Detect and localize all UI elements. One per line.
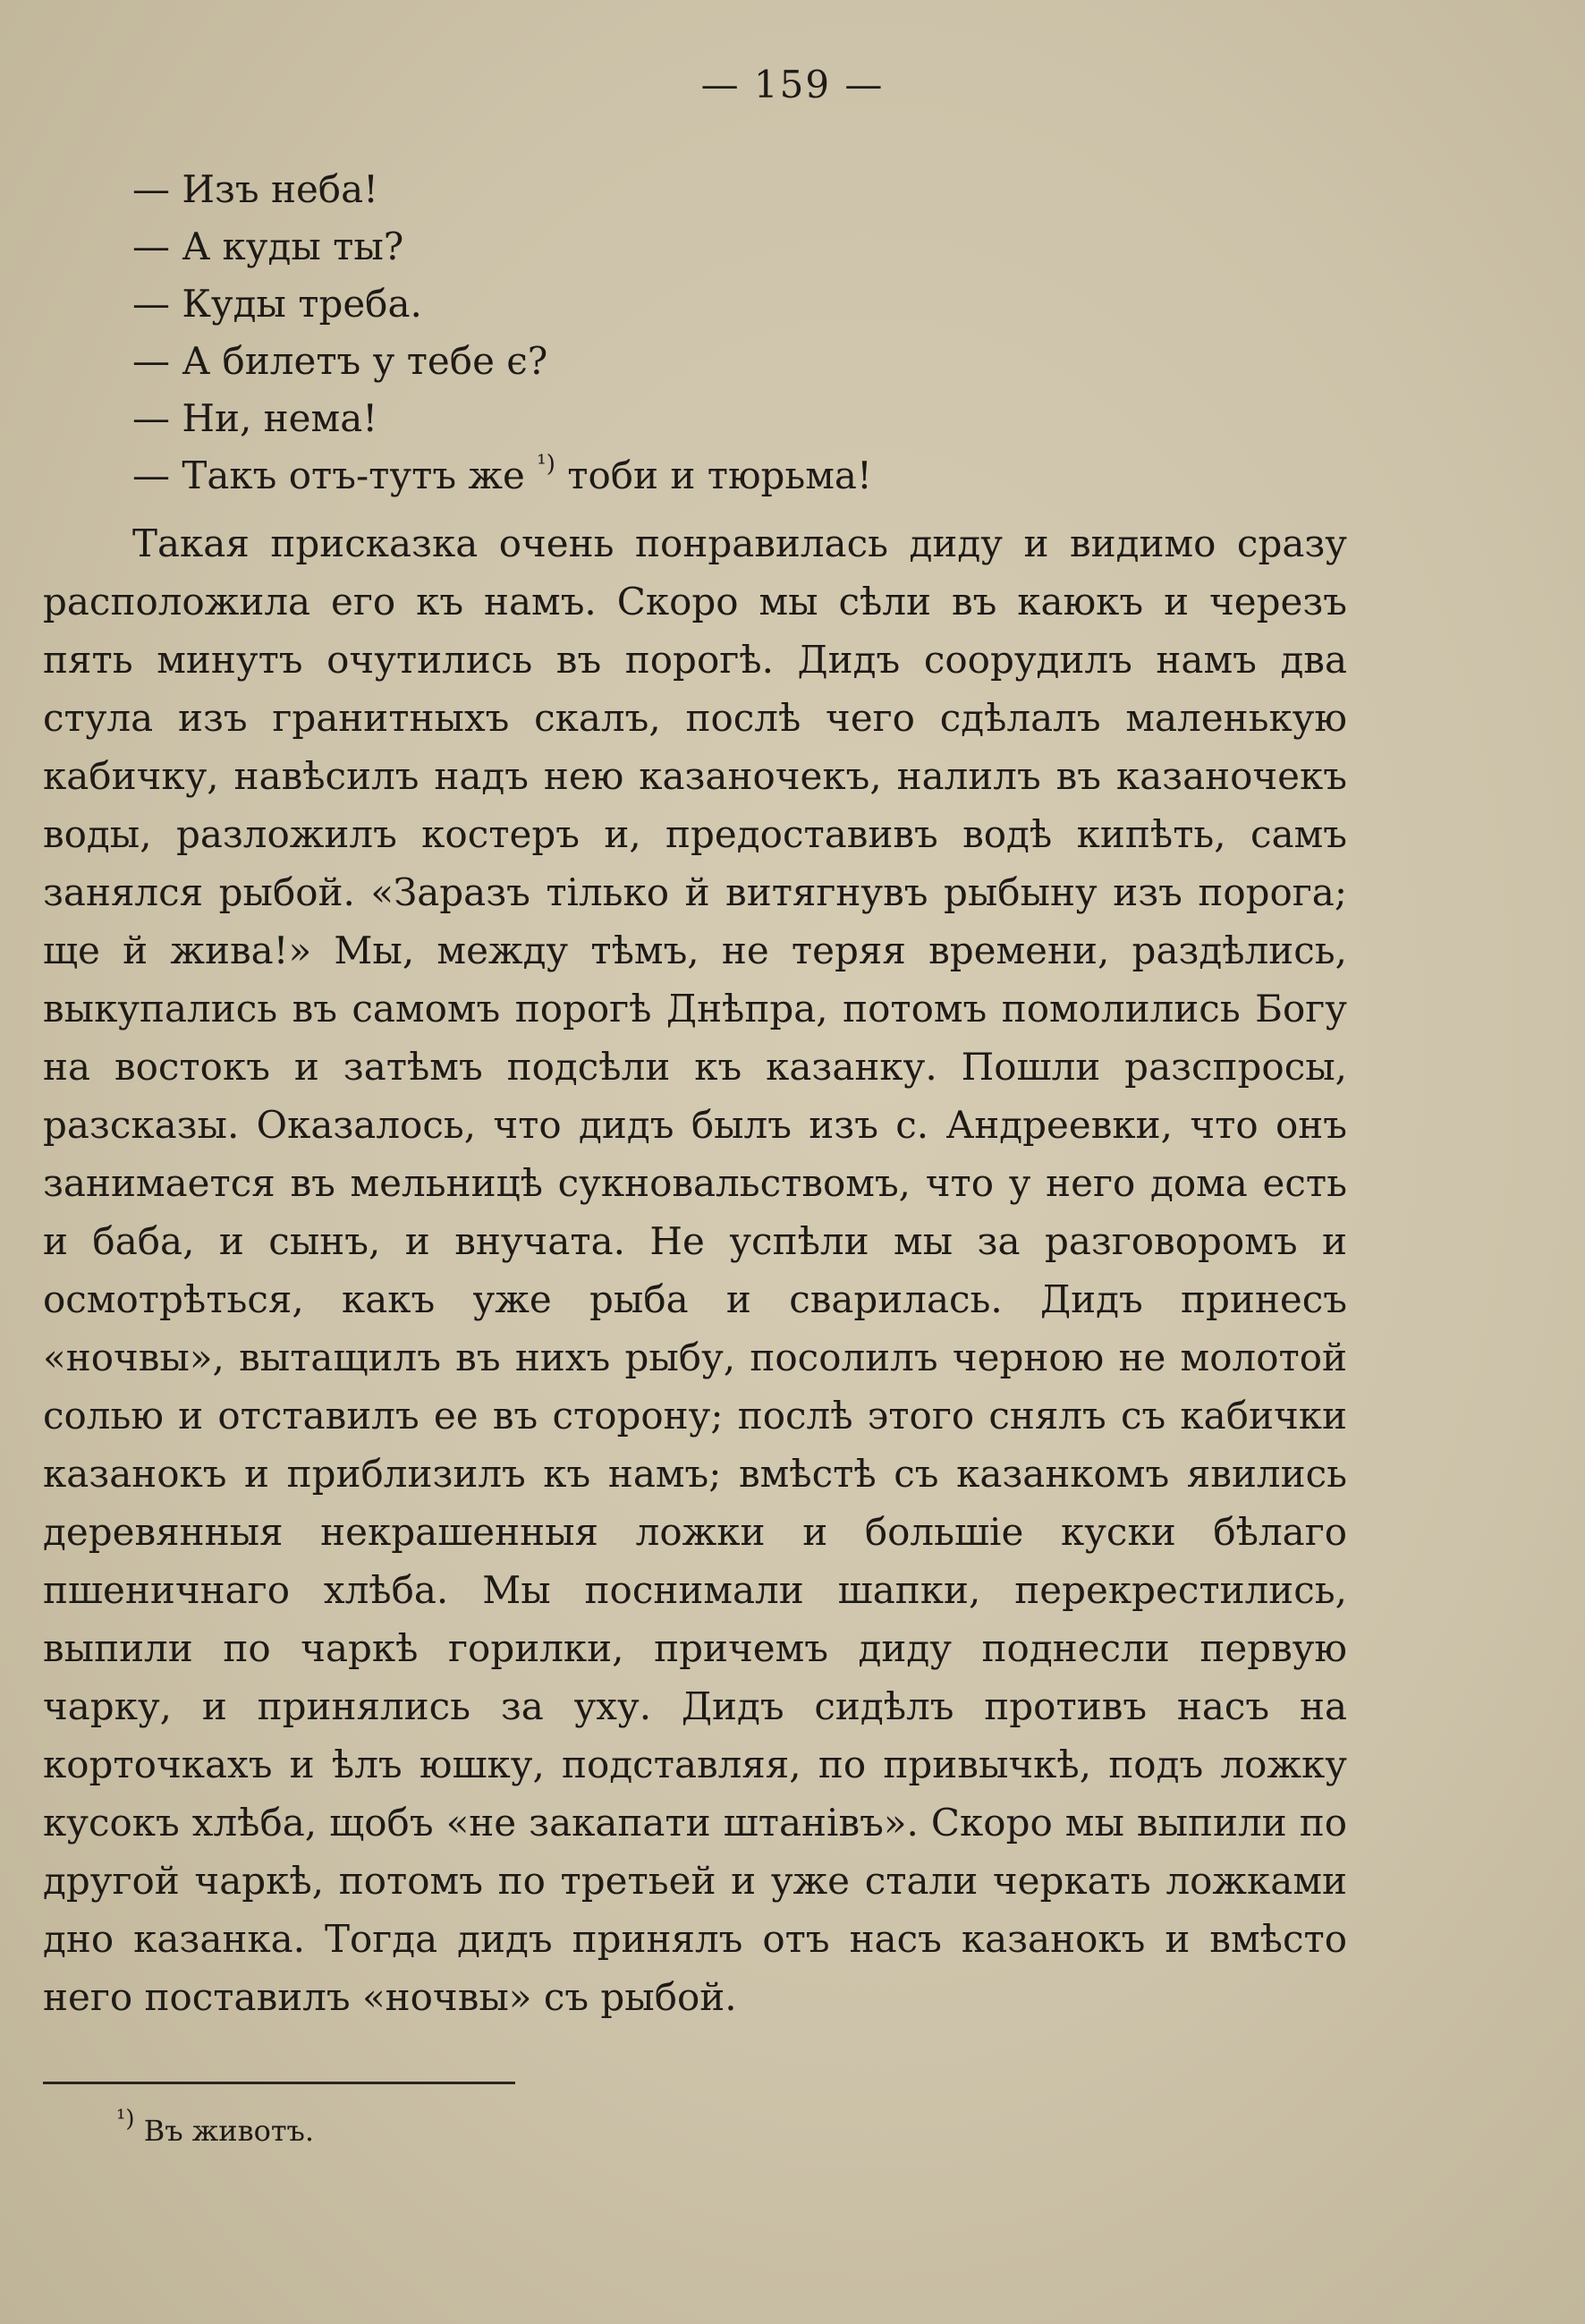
- dialogue-text: тоби и тюрьма!: [567, 454, 872, 497]
- page-number: — 159 —: [700, 63, 885, 106]
- body-paragraph: Такая присказка очень понравилась диду и видимо сразу расположила его къ намъ. Скоро мы сѣли въ каюкъ и черезъ пять минутъ очутились въ порогѣ. Дидъ соорудилъ намъ два стула изъ гранитныхъ скалъ, послѣ чего сдѣлалъ маленькую кабичку, навѣсилъ надъ нею казаночекъ, налилъ въ казаночекъ воды, разложилъ костеръ и, предоставивъ водѣ кипѣть, самъ занялся рыбой. «Заразъ тiлько й витягнувъ рыбыну изъ порога; ще й жива!» Мы, между тѣмъ, не теряя времени, раздѣлись, выкупались въ самомъ порогѣ Днѣпра, потомъ помолились Богу на востокъ и затѣмъ подсѣли къ казанку. Пошли разспросы, разсказы. Оказалось, что дидъ былъ изъ с. Андреевки, что онъ занимается въ мельницѣ сукновальствомъ, что у него дома есть и баба, и сынъ, и внучата. Не успѣли мы за разговоромъ и осмотрѣться, какъ уже рыба и сварилась. Дидъ принесъ «ночвы», вытащилъ въ нихъ рыбу, посолилъ черною не молотой солью и отставилъ ее въ сторону; послѣ этого снялъ съ кабички казанокъ и приблизилъ къ намъ; вмѣстѣ съ казанкомъ явились деревянныя некрашенныя ложки и большiе куски бѣлаго пшеничнаго хлѣба. Мы поснимали шапки, перекрестились, выпили по чаркѣ горилки, причемъ диду поднесли первую чарку, и принялись за уху. Дидъ сидѣлъ противъ насъ на корточкахъ и ѣлъ юшку, подставляя, по привычкѣ, подъ ложку кусокъ хлѣба, щобъ «не закапати штанiвъ». Скоро мы выпили по другой чаркѣ, потомъ по третьей и уже стали черкать ложками дно казанка. Тогда дидъ принялъ отъ насъ казанокъ и вмѣсто него поставилъ «ночвы» съ рыбой.: [43, 522, 1347, 2019]
- dialogue-block: [132, 161, 1340, 505]
- dialogue-line: — Ни, нема!: [132, 396, 378, 440]
- footnote-divider: [43, 2082, 515, 2084]
- dialogue-line: — Изъ неба!: [132, 167, 379, 211]
- footnote-text: Въ животъ.: [143, 2114, 315, 2148]
- dialogue-text: — Такъ отъ-тутъ же: [132, 454, 525, 497]
- dialogue-line-with-footnote: [132, 447, 1340, 505]
- footnote-mark: ¹): [116, 2106, 135, 2133]
- dialogue-line: — А куды ты?: [132, 225, 404, 268]
- dialogue-line: — Куды треба.: [132, 282, 422, 326]
- dialogue-line: — А билетъ у тебе є?: [132, 339, 548, 383]
- footnote: [116, 2106, 315, 2152]
- footnote-reference[interactable]: ¹): [537, 451, 555, 478]
